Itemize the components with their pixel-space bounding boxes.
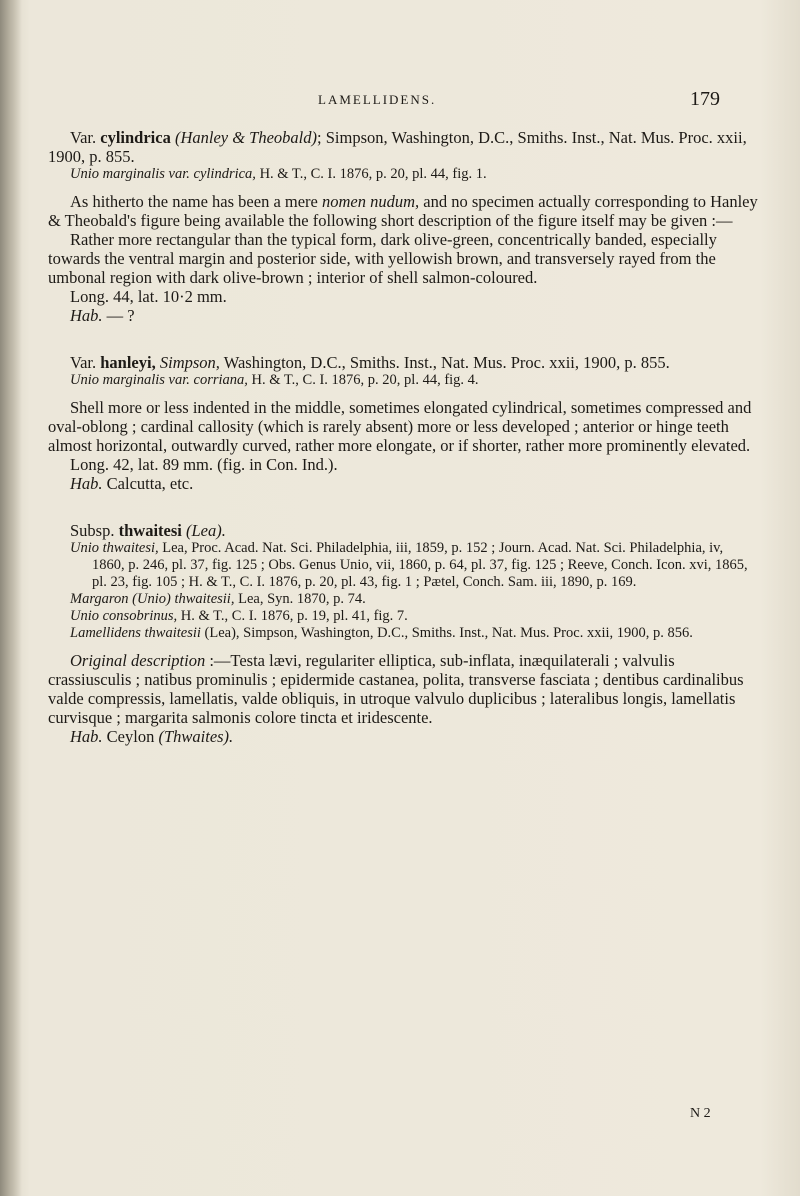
measurements: Long. 44, lat. 10·2 mm.	[70, 287, 227, 306]
synonym-reference: Unio marginalis var. corriana, H. & T., C. I. 1876, p. 20, pl. 44, fig. 4.	[70, 372, 479, 388]
taxon-name: thwaitesi	[118, 521, 182, 540]
taxon-name: cylindrica	[100, 128, 171, 147]
taxon-name: hanleyi,	[100, 353, 156, 372]
synonym-reference: Unio marginalis var. cylindrica, H. & T., C. I. 1876, p. 20, pl. 44, fig. 1.	[70, 166, 487, 182]
taxon-authority: (Lea).	[185, 521, 226, 540]
hanleyi-heading: Var. hanleyi, Simpson, Washington, D.C., Smiths. Inst., Nat. Mus. Proc. xxii, 1900, p. 855.	[70, 353, 670, 372]
description-paragraph: Shell more or less indented in the middle, sometimes elongated cylindrical, sometimes compressed and oval-oblong ; cardinal callosity (which is rarely absent) more or less developed ; anterior or hinge teeth almost horizontal, outwardly curved, rather more elongate, or if shorter, rather more prominently elevated.	[48, 398, 752, 455]
synonym-reference: Unio consobrinus, H. & T., C. I. 1876, p. 19, pl. 41, fig. 7.	[70, 608, 408, 624]
description-paragraph: Rather more rectangular than the typical form, dark olive-green, concentrically banded, especially towards the ventral margin and posterior side, with yellowish brown, and transversely rayed from the umbonal region with dark olive-brown ; interior of shell salmon-coloured.	[48, 230, 717, 287]
description-paragraph: As hitherto the name has been a mere nomen nudum, and no specimen actually corresponding to Hanley & Theobald's figure being available the following short description of the figure itself may be given :—	[48, 192, 758, 230]
running-head: LAMELLIDENS.	[318, 92, 437, 107]
page-body	[48, 128, 758, 746]
page-gutter-shadow	[0, 0, 22, 1196]
measurements: Long. 42, lat. 89 mm. (fig. in Con. Ind.).	[70, 455, 338, 474]
habitat: Hab. Calcutta, etc.	[70, 474, 194, 493]
page-number: 179	[690, 88, 720, 110]
page-header	[0, 88, 800, 114]
synonym-reference: Lamellidens thwaitesii (Lea), Simpson, Washington, D.C., Smiths. Inst., Nat. Mus. Proc. xxii, 1900, p. 856.	[70, 625, 693, 641]
thwaitesi-heading: Subsp. thwaitesi (Lea).	[70, 521, 226, 540]
taxon-authority: Simpson,	[155, 353, 220, 372]
habitat: Hab. Ceylon (Thwaites).	[70, 727, 234, 746]
habitat: Hab. — ?	[70, 306, 135, 325]
original-description: Original description :—Testa lævi, regulariter elliptica, sub-inflata, inæquilaterali ; valvulis crassiusculis ; natibus prominulis ; epidermide castanea, polita, transverse fasciata ; dentibus cardinalibus valde compressis, lamellatis, valde obliquis, in utroque valvulo duplicibus ; lateralibus longis, lamellatis curvisque ; margarita salmonis colore tincta et iridescente.	[48, 651, 744, 727]
synonym-reference: Margaron (Unio) thwaitesii, Lea, Syn. 1870, p. 74.	[70, 591, 366, 607]
signature-mark: N 2	[690, 1106, 711, 1121]
synonym-reference: Unio thwaitesi, Lea, Proc. Acad. Nat. Sci. Philadelphia, iii, 1859, p. 152 ; Journ. Acad. Nat. Sci. Philadelphia, iv, 1860, p. 246, pl. 37, fig. 125 ; Obs. Genus Unio, vii, 1860, p. 64, pl. 37, fig. 125 ; Reeve, Conch. Icon. xvi, 1865, pl. 23, fig. 105 ; H. & T., C. I. 1876, p. 20, pl. 43, fig. 1 ; Pætel, Conch. Sam. iii, 1890, p. 169.	[70, 540, 748, 590]
cylindrica-heading: Var. cylindrica (Hanley & Theobald); Simpson, Washington, D.C., Smiths. Inst., Nat. Mus. Proc. xxii, 1900, p. 855.	[48, 128, 747, 166]
taxon-authority: (Hanley & Theobald)	[174, 128, 318, 147]
